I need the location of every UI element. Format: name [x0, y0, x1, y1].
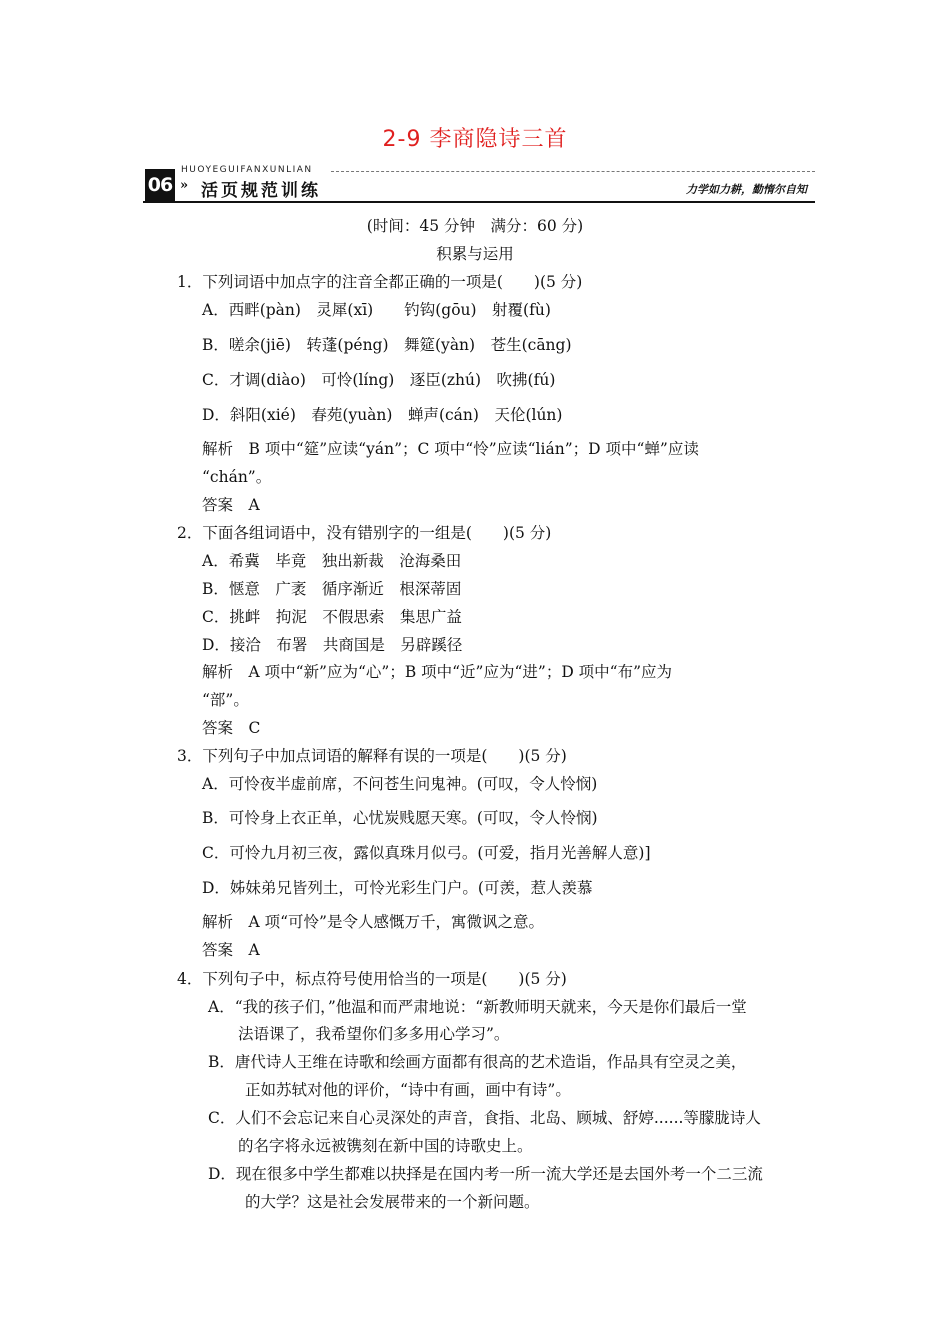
banner-motto: 力学如力耕，勤惰尔自知 [686, 183, 807, 196]
question-3-option-c: C．可怜九月初三夜，露似真珠月似弓。(可爱，指月光善解人意)] [202, 844, 651, 862]
question-4-stem: 4．下列句子中，标点符号使用恰当的一项是( )(5 分) [177, 970, 567, 988]
banner-pinyin: HUOYEGUIFANXUNLIAN [181, 165, 313, 175]
time-score-info: (时间：45 分钟 满分：60 分) [366, 217, 584, 235]
banner-title: 活页规范训练 [201, 181, 321, 201]
question-3-analysis: 解析 A 项“可怜”是令人感慨万千，寓微讽之意。 [202, 913, 544, 931]
question-4-option-d-cont: 的大学？这是社会发展带来的一个新问题。 [245, 1193, 540, 1211]
question-4-option-b-cont: 正如苏轼对他的评价，“诗中有画，画中有诗”。 [245, 1081, 571, 1099]
question-2-answer: 答案 C [202, 719, 261, 737]
question-4-option-c: C．人们不会忘记来自心灵深处的声音，食指、北岛、顾城、舒婷......等朦胧诗人 [208, 1109, 761, 1127]
question-3-stem: 3．下列句子中加点词语的解释有误的一项是( )(5 分) [177, 747, 567, 765]
question-3-option-d: D．姊妹弟兄皆列土，可怜光彩生门户。(可羡，惹人羡慕 [202, 879, 593, 897]
page-title: 2-9 李商隐诗三首 [382, 127, 568, 152]
question-1-option-c: C．才调(diào) 可怜(líng) 逐臣(zhú) 吹拂(fú) [202, 371, 556, 389]
chevron-icon: » [180, 178, 189, 193]
question-4-option-d: D．现在很多中学生都难以抉择是在国内考一所一流大学还是去国外考一个二三流 [208, 1165, 763, 1183]
section-heading: 积累与运用 [436, 245, 514, 263]
question-1-option-b: B．嗟余(jiē) 转蓬(péng) 舞筵(yàn) 苍生(cāng) [202, 336, 572, 354]
question-1-option-a: A．西畔(pàn) 灵犀(xī) 钓钩(gōu) 射覆(fù) [202, 301, 551, 319]
banner-dotted-line [331, 171, 815, 172]
question-2-analysis: 解析 A 项中“新”应为“心”；B 项中“近”应为“进”；D 项中“布”应为 [202, 663, 673, 681]
question-2-option-d: D．接洽 布署 共商国是 另辟蹊径 [202, 636, 463, 654]
question-2-option-b: B．惬意 广袤 循序渐近 根深蒂固 [202, 580, 462, 598]
section-banner [143, 163, 815, 205]
banner-underline [143, 201, 815, 203]
question-2-stem: 2．下面各组词语中，没有错别字的一组是( )(5 分) [177, 524, 552, 542]
question-3-option-a: A．可怜夜半虚前席，不问苍生问鬼神。(可叹，令人怜悯) [202, 775, 598, 793]
question-4-option-a-cont: 法语课了，我希望你们多多用心学习”。 [238, 1025, 510, 1043]
section-number-badge: 06 [145, 169, 175, 201]
question-2-analysis-cont: “部”。 [202, 691, 249, 709]
question-1-analysis-cont: “chán”。 [202, 468, 272, 486]
question-4-option-b: B．唐代诗人王维在诗歌和绘画方面都有很高的艺术造诣，作品具有空灵之美， [208, 1053, 747, 1071]
question-1-answer: 答案 A [202, 496, 260, 514]
question-4-option-c-cont: 的名字将永远被镌刻在新中国的诗歌史上。 [238, 1137, 533, 1155]
question-1-stem: 1．下列词语中加点字的注音全都正确的一项是( )(5 分) [177, 273, 583, 291]
question-1-analysis: 解析 B 项中“筵”应读“yán”；C 项中“怜”应读“lián”；D 项中“蝉”应读 [202, 440, 699, 458]
question-3-answer: 答案 A [202, 941, 260, 959]
question-2-option-c: C．挑衅 拘泥 不假思索 集思广益 [202, 608, 462, 626]
question-2-option-a: A．希冀 毕竟 独出新裁 沧海桑田 [202, 552, 462, 570]
question-3-option-b: B．可怜身上衣正单，心忧炭贱愿天寒。(可叹，令人怜悯) [202, 809, 598, 827]
question-4-option-a: A．“我的孩子们，”他温和而严肃地说：“新教师明天就来，今天是你们最后一堂 [208, 998, 747, 1016]
question-1-option-d: D．斜阳(xié) 春苑(yuàn) 蝉声(cán) 天伦(lún) [202, 406, 563, 424]
